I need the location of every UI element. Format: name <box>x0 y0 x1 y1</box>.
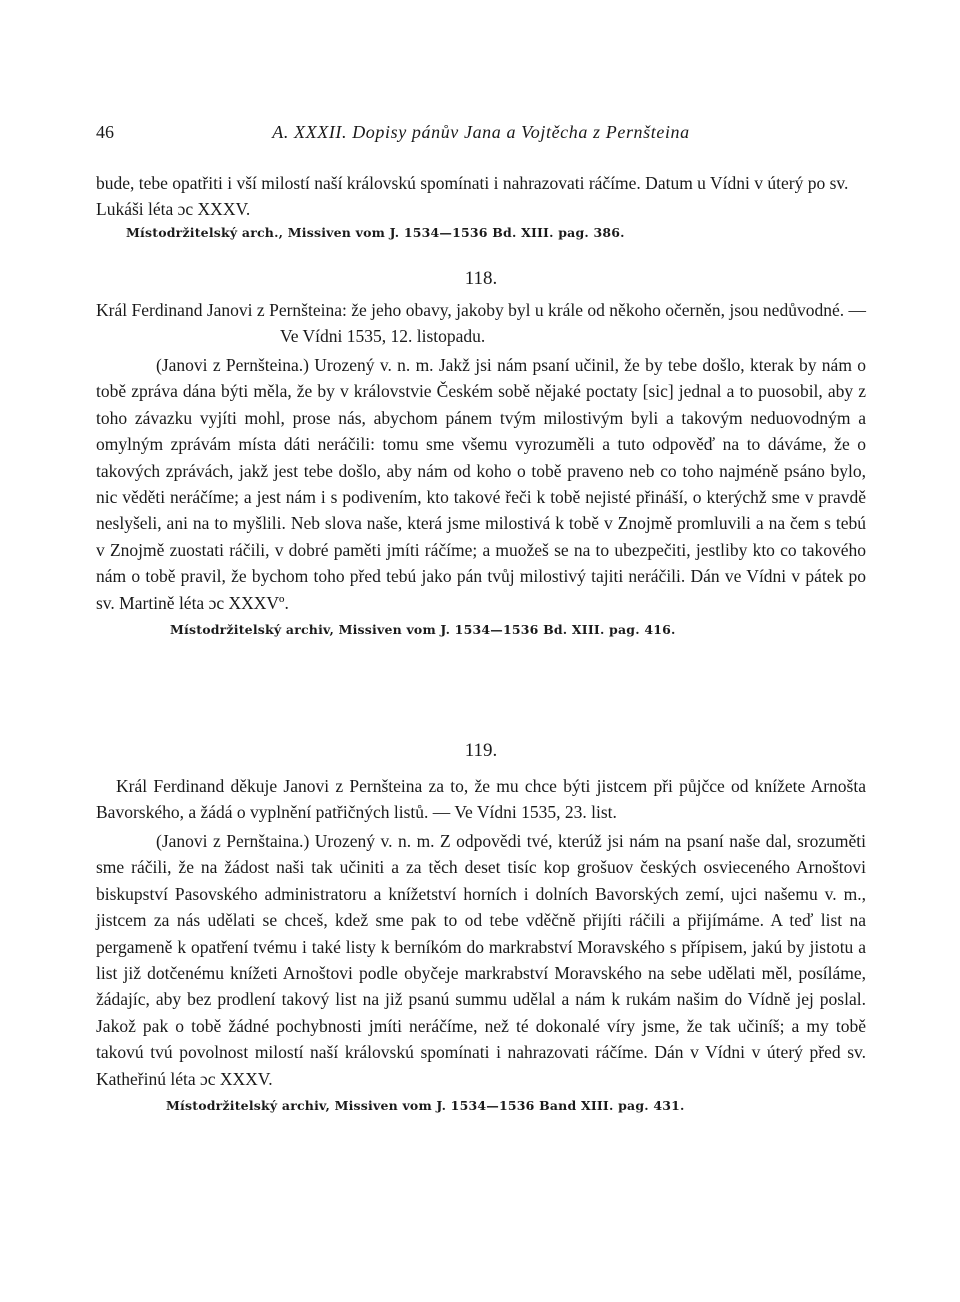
continuation-source: Místodržitelský arch., Missiven vom J. 1534—1536 Bd. XIII. pag. 386. <box>126 224 625 240</box>
letter-body <box>96 828 866 1113</box>
letter-body-text: (Janovi z Pernšteina.) Urozený v. n. m. Jakž jsi nám psaní učinil, že by tebe došlo, kterak by nám o tobě zpráva dána býti měla, že by v královstvie Českém sobě nějaké poctaty [sic] jednal a to puosobil, aby z toho závazku vyjíti mohl, prose nás, abychom pánem tvým milostivým byli a takovým neduovodným a omylným zprávám místa dáti neráčili: tomu sme všemu vyrozuměli a tuto odpověď na to dáváme, že o takových zprávách, jakž jest tebe došlo, aby nám od koho o tobě praveno neb co toho najméně psáno bylo, nic věděti neráčíme; a jest nám i s podivením, kto takové řeči k tobě nejisté přináší, o kterýchž sme v pravdě neslyšeli, ani na to myšlili. Neb slova naše, která jsme milostivá k tobě v Znojmě promluvili a na čem s tebú v Znojmě zuostati ráčili, v dobré paměti jmíti ráčíme; a muožeš se na to ubezpečiti, jestliby kto co takového nám o tobě pravil, že bychom toho před tebú jako pán tvůj milostivý tajiti neráčili. Dán ve Vídni v pátek po sv. Martině léta ɔc XXXVº. <box>96 355 866 613</box>
letter-summary-text: Král Ferdinand Janovi z Pernšteina: že jeho obavy, jakoby byl u krále od někoho očerněn, jsou nedůvodné. — Ve Vídni 1535, 12. listopadu. <box>96 300 866 347</box>
page-header <box>96 122 866 146</box>
continuation-block <box>96 170 866 240</box>
page-number: 46 <box>96 122 114 142</box>
letter-source: Místodržitelský archiv, Missiven vom J. 1534—1536 Band XIII. pag. 431. <box>166 1098 685 1114</box>
letter-number: 118. <box>464 268 498 289</box>
letter-source: Místodržitelský archiv, Missiven vom J. 1534—1536 Bd. XIII. pag. 416. <box>170 622 676 638</box>
letter-summary-text: Král Ferdinand děkuje Janovi z Pernšteina za to, že mu chce býti jistcem při půjčce od knížete Arnošta Bavorského, a žádá o vyplnění patřičných listů. — Ve Vídni 1535, 23. list. <box>96 776 866 823</box>
letter-summary <box>96 297 866 350</box>
continuation-text: bude, tebe opatřiti i vší milostí naší královskú spomínati i nahrazovati ráčíme. Datum u Vídni v úterý po sv. Lukáši léta ɔc XXXV. <box>96 173 849 220</box>
letter-body-text: (Janovi z Pernštaina.) Urozený v. n. m. Z odpovědi tvé, kterúž jsi nám na psaní naše dal, srozuměti sme ráčili, že na žádost naši tak učiniti a za těch deset tisíc kop grošuov českých osvieceného Arnoštovi biskupství Pasovského administratoru a knížetství horních i dolních Bavorských zemí, ujci našemu v. m., jistcem za nás udělati se chceš, kdež sme pak to od tebe vděčně přijíti ráčili a přijímáme. A teď list na pergameně k opatření tvému i také listy k berníkóm do markrabství Moravského s přípisem, jakú by jistotu a list již dotčenému knížeti Arnoštovi podle obyčeje markrabství Moravského na sebe udělati měl, posíláme, žádajíc, aby bez prodlení takový list na již psanú summu udělal a nám k rukám našim do Vídně jej poslal. Jakož pak o tobě žádné pochybnosti jmíti neráčíme, než té dokonalé víry jsme, že tak učiníš; a my tobě takovú tvú povolnost milostí naší královskú spomínati i nahrazovati ráčíme. Dán v Vídni v úterý před sv. Katheřinú léta ɔc XXXV. <box>96 831 866 1089</box>
letter-body <box>96 352 866 637</box>
running-title: A. XXXII. Dopisy pánův Jana a Vojtěcha z Pernšteina <box>272 122 690 142</box>
letter-number: 119. <box>464 740 498 761</box>
letter-summary <box>96 773 866 826</box>
